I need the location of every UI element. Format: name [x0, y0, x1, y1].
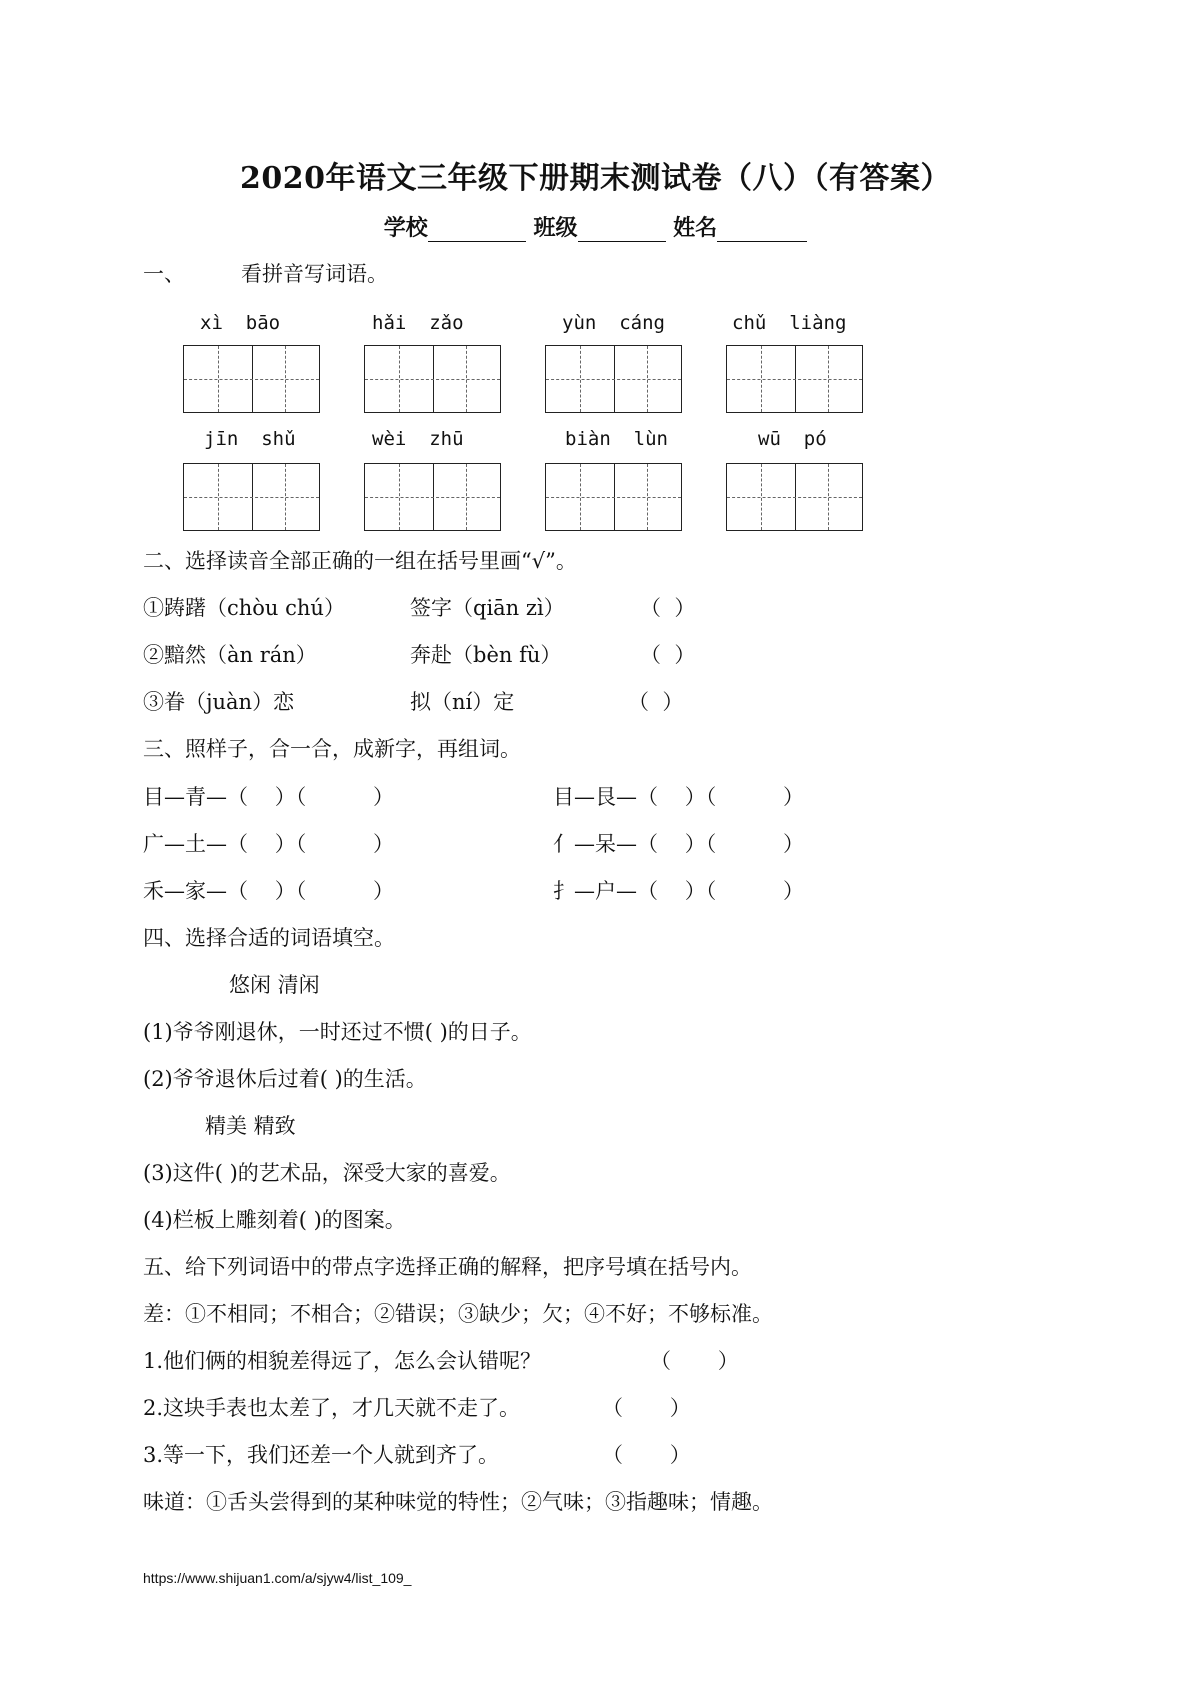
writing-grid-6[interactable] [364, 463, 501, 531]
writing-grid-7[interactable] [545, 463, 682, 531]
writing-grid-5[interactable] [183, 463, 320, 531]
name-label: 姓名 [673, 215, 718, 241]
section-1-heading: 一、 看拼音写词语。 [143, 262, 388, 286]
s5-answer-2[interactable]: （ ） [602, 1396, 691, 1420]
s2-item-2-a: ②黯然（àn rán） [143, 643, 317, 667]
name-blank [717, 219, 807, 242]
pinyin-3: yùn cáng [562, 312, 665, 334]
s5-answer-1[interactable]: （ ） [650, 1349, 739, 1373]
s4-question-4: (4)栏板上雕刻着( )的图案。 [143, 1208, 406, 1232]
s2-item-3-b: 拟（ní）定 [410, 690, 515, 714]
section-3-heading: 三、照样子，合一合，成新字，再组词。 [143, 737, 521, 761]
student-info-line [0, 211, 1191, 242]
s4-question-3: (3)这件( )的艺术品，深受大家的喜爱。 [143, 1161, 511, 1185]
pinyin-6: wèi zhū [372, 428, 464, 450]
section-2-heading: 二、选择读音全部正确的一组在括号里画“√”。 [143, 549, 577, 573]
s5-answer-3[interactable]: （ ） [602, 1443, 691, 1467]
s3-item-1[interactable]: 目—青—（ ）（ ） [143, 785, 394, 809]
pinyin-1: xì bāo [200, 312, 281, 334]
writing-grid-8[interactable] [726, 463, 863, 531]
class-label: 班级 [533, 215, 578, 241]
s3-item-2[interactable]: 目—艮—（ ）（ ） [553, 785, 804, 809]
s2-item-3-answer[interactable]: （ ） [628, 690, 684, 714]
section-4-heading: 四、选择合适的词语填空。 [143, 926, 395, 950]
s3-item-4[interactable]: 亻—呆—（ ）（ ） [553, 832, 804, 856]
s5-question-2: 2.这块手表也太差了，才几天就不走了。 [143, 1396, 521, 1420]
pinyin-8: wū pó [758, 428, 827, 450]
s2-item-1-b: 签字（qiān zì） [410, 596, 565, 620]
class-blank [578, 219, 666, 242]
s4-question-2: (2)爷爷退休后过着( )的生活。 [143, 1067, 427, 1091]
pinyin-7: biàn lùn [565, 428, 668, 450]
s5-question-1: 1.他们俩的相貌差得远了，怎么会认错呢？ [143, 1349, 542, 1373]
footer-url[interactable]: https://www.shijuan1.com/a/sjyw4/list_109_ [143, 1570, 412, 1586]
s2-item-2-b: 奔赴（bèn fù） [410, 643, 562, 667]
s3-item-6[interactable]: 扌—户—（ ）（ ） [553, 879, 804, 903]
school-blank [428, 219, 526, 242]
school-label: 学校 [383, 215, 428, 241]
s5-definition-weidao: 味道：①舌头尝得到的某种味觉的特性；②气味；③指趣味；情趣。 [143, 1490, 773, 1514]
s5-question-3: 3.等一下，我们还差一个人就到齐了。 [143, 1443, 500, 1467]
pinyin-2: hǎi zǎo [372, 312, 464, 334]
pinyin-4: chǔ liàng [732, 312, 847, 334]
s4-word-choices-2: 精美 精致 [205, 1114, 296, 1138]
writing-grid-2[interactable] [364, 345, 501, 413]
page-title: 2020年语文三年级下册期末测试卷（八）（有答案） [240, 161, 951, 196]
writing-grid-4[interactable] [726, 345, 863, 413]
writing-grid-1[interactable] [183, 345, 320, 413]
s2-item-2-answer[interactable]: （ ） [640, 643, 696, 667]
writing-grid-3[interactable] [545, 345, 682, 413]
s4-question-1: (1)爷爷刚退休，一时还过不惯( )的日子。 [143, 1020, 532, 1044]
s2-item-3-a: ③眷（juàn）恋 [143, 690, 295, 714]
s5-definition-cha: 差：①不相同；不相合；②错误；③缺少；欠；④不好；不够标准。 [143, 1302, 773, 1326]
s3-item-3[interactable]: 广—土—（ ）（ ） [143, 832, 394, 856]
s4-word-choices-1: 悠闲 清闲 [229, 973, 320, 997]
s2-item-1-answer[interactable]: （ ） [640, 596, 696, 620]
s2-item-1-a: ①踌躇（chòu chú） [143, 596, 345, 620]
pinyin-5: jīn shǔ [204, 428, 296, 450]
s3-item-5[interactable]: 禾—家—（ ）（ ） [143, 879, 394, 903]
section-5-heading: 五、给下列词语中的带点字选择正确的解释，把序号填在括号内。 [143, 1255, 752, 1279]
